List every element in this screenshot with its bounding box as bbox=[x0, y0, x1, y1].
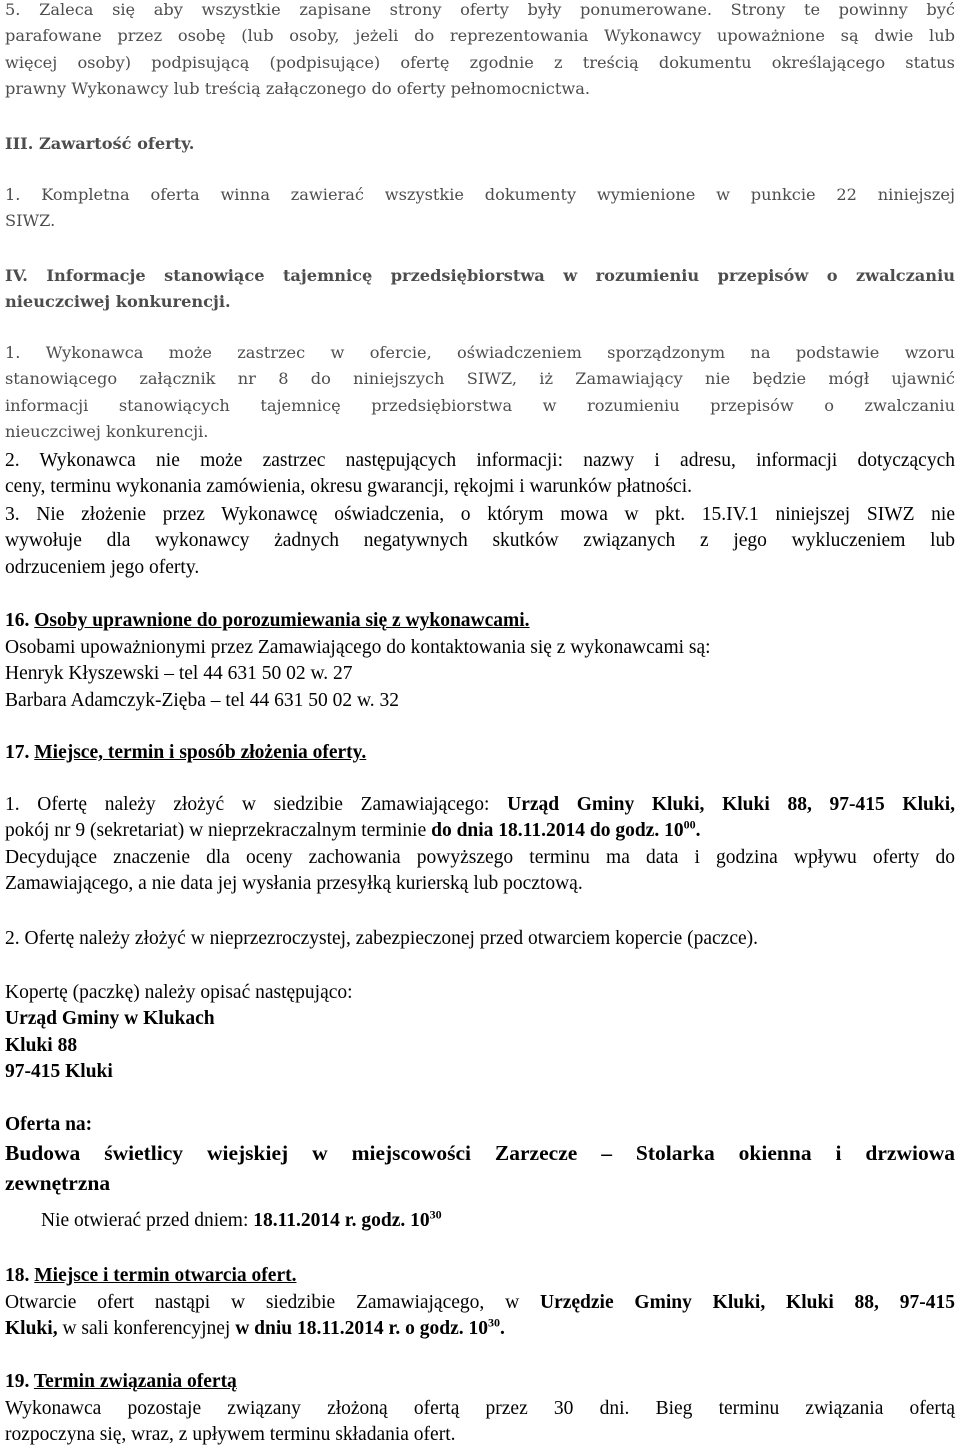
text-line: SIWZ. bbox=[5, 211, 56, 231]
office-city: Kluki, bbox=[5, 1318, 58, 1340]
section-iii-heading bbox=[5, 131, 955, 157]
text-line: rozpoczyna się, wraz, z upływem terminu składania ofert. bbox=[5, 1424, 456, 1446]
offer-title-block bbox=[5, 1138, 955, 1198]
text-line: 5. Zaleca się aby wszystkie zapisane strony oferty były ponumerowane. Strony te powinny być bbox=[5, 0, 955, 19]
heading: nieuczciwej konkurencji. bbox=[5, 292, 231, 312]
opening-date: w dniu 18.11.2014 r. o godz. 10 bbox=[235, 1318, 489, 1340]
offer-label-block bbox=[5, 1112, 955, 1138]
text-line: ceny, terminu wykonania zamówienia, okresu gwarancji, rękojmi i warunków płatności. bbox=[5, 476, 692, 498]
text-run: . bbox=[500, 1318, 505, 1340]
text-line: stanowiącego załącznik nr 8 do niniejszych SIWZ, iż Zamawiający nie będzie mógł ujawnić bbox=[5, 369, 955, 389]
section-19-heading bbox=[5, 1369, 955, 1395]
office-name: Urząd Gminy Kluki, Kluki 88, bbox=[507, 794, 812, 815]
section-title: Miejsce, termin i sposób złożenia oferty. bbox=[34, 742, 367, 763]
section-iv-item-2 bbox=[5, 448, 955, 501]
heading: IV. Informacje stanowiące tajemnicę przedsiębiorstwa w rozumieniu przepisów o zwalczaniu bbox=[5, 266, 955, 285]
text-line: 2. Ofertę należy złożyć w nieprzezroczystej, zabezpieczonej przed otwarciem kopercie (paczce). bbox=[5, 928, 758, 949]
office-address: Urzędzie Gminy Kluki, Kluki 88, 97-415 bbox=[539, 1292, 955, 1313]
text-line: nieuczciwej konkurencji. bbox=[5, 422, 209, 442]
deadline-minutes: 00 bbox=[683, 817, 696, 832]
address-line: Urząd Gminy w Klukach bbox=[5, 1008, 215, 1030]
text-line bbox=[41, 1208, 941, 1234]
heading: III. Zawartość oferty. bbox=[5, 134, 195, 153]
text-run: Nie otwierać przed dniem: bbox=[41, 1210, 254, 1231]
envelope-description bbox=[5, 980, 955, 1086]
section-16-heading bbox=[5, 608, 955, 634]
section-16-body bbox=[5, 635, 955, 714]
text-line: Kopertę (paczkę) należy opisać następująco: bbox=[5, 982, 353, 1003]
address-line: Kluki 88 bbox=[5, 1034, 78, 1056]
section-iv-item-1 bbox=[5, 340, 955, 446]
section-number: 17. bbox=[5, 742, 30, 763]
text-line: 2. Wykonawca nie może zastrzec następujących informacji: nazwy i adresu, informacji dotyczących bbox=[5, 450, 955, 471]
section-17-item-2 bbox=[5, 926, 955, 952]
text-line: 1. Kompletna oferta winna zawierać wszystkie dokumenty wymienione w punkcie 22 niniejszej bbox=[5, 185, 955, 204]
do-not-open-line bbox=[41, 1208, 941, 1234]
section-18-heading bbox=[5, 1263, 955, 1289]
contact-line: Barbara Adamczyk-Zięba – tel 44 631 50 02 w. 32 bbox=[5, 689, 400, 711]
section-iii-item-1 bbox=[5, 182, 955, 235]
contact-line: Henryk Kłyszewski – tel 44 631 50 02 w. 27 bbox=[5, 663, 353, 685]
text-run: . bbox=[695, 820, 701, 842]
text-line: Decydujące znaczenie dla oceny zachowania powyższego terminu ma data i godzina wpływu oferty do bbox=[5, 846, 955, 868]
text-line: 1. Wykonawca może zastrzec w ofercie, oświadczeniem sporządzonym na podstawie wzoru bbox=[5, 343, 955, 362]
opening-minutes: 30 bbox=[429, 1207, 442, 1222]
section-17-item-1 bbox=[5, 792, 955, 898]
text-run: pokój nr 9 (sekretariat) w nieprzekraczalnym terminie bbox=[5, 820, 432, 842]
deadline: do dnia 18.11.2014 do godz. 10 bbox=[431, 820, 684, 842]
text-line: wywołuje dla wykonawcy żadnych negatywnych skutków związanych z jego wykluczeniem lub bbox=[5, 530, 955, 552]
offer-title: Budowa świetlicy wiejskiej w miejscowości Zarzecze – Stolarka okienna i drzwiowa bbox=[5, 1141, 955, 1165]
section-19-body bbox=[5, 1396, 955, 1449]
text-run: w sali konferencyjnej bbox=[57, 1318, 236, 1340]
opening-date: 18.11.2014 r. godz. 10 bbox=[253, 1210, 430, 1231]
heading bbox=[5, 608, 955, 634]
offer-label: Oferta na: bbox=[5, 1114, 93, 1135]
section-iv-heading bbox=[5, 263, 955, 316]
text-line: parafowane przez osobę (lub osoby, jeżeli do reprezentowania Wykonawcy upoważnione są dwie lub bbox=[5, 26, 955, 46]
text-line: Zamawiającego, a nie data jej wysłania przesyłką kurierską lub pocztową. bbox=[5, 873, 583, 895]
section-number: 16. bbox=[5, 610, 30, 631]
text-run: 1. Ofertę należy złożyć w siedzibie Zamawiającego: bbox=[5, 794, 508, 815]
text-line bbox=[5, 818, 955, 844]
section-number: 18. bbox=[5, 1265, 30, 1286]
section-18-body bbox=[5, 1290, 955, 1343]
text-run: Otwarcie ofert nastąpi w siedzibie Zamawiającego, w bbox=[5, 1292, 540, 1313]
text-line: 3. Nie złożenie przez Wykonawcę oświadczenia, o którym mowa w pkt. 15.IV.1 niniejszej SIWZ nie bbox=[5, 504, 955, 525]
offer-title: zewnętrzna bbox=[5, 1171, 111, 1195]
text-line: Osobami upoważnionymi przez Zamawiającego do kontaktowania się z wykonawcami są: bbox=[5, 637, 711, 658]
heading bbox=[5, 1263, 955, 1289]
text-line bbox=[5, 792, 955, 818]
heading bbox=[5, 1369, 955, 1395]
text-line: odrzuceniem jego oferty. bbox=[5, 556, 200, 578]
section-number: 19. bbox=[5, 1371, 30, 1392]
address-line: 97-415 Kluki bbox=[5, 1061, 113, 1083]
section-17-heading bbox=[5, 740, 955, 766]
section-title: Miejsce i termin otwarcia ofert. bbox=[34, 1265, 297, 1286]
text-line: prawny Wykonawcy lub treścią załączonego do oferty pełnomocnictwa. bbox=[5, 79, 591, 99]
text-line: informacji stanowiących tajemnicę przedsiębiorstwa w rozumieniu przepisów o zwalczaniu bbox=[5, 395, 955, 415]
section-iv-item-3 bbox=[5, 502, 955, 581]
section-title: Termin związania ofertą bbox=[33, 1371, 237, 1392]
section-5-paragraph bbox=[5, 0, 955, 103]
office-postcode: 97-415 Kluki, bbox=[829, 794, 955, 815]
text-line: Wykonawca pozostaje związany złożoną ofertą przez 30 dni. Bieg terminu związania ofertą bbox=[5, 1398, 955, 1419]
heading bbox=[5, 740, 955, 766]
opening-minutes: 30 bbox=[488, 1315, 501, 1330]
text-line: więcej osoby) podpisującą (podpisujące) ofertę zgodnie z treścią dokumentu określającego status bbox=[5, 52, 955, 72]
text-line bbox=[5, 1316, 955, 1342]
section-title: Osoby uprawnione do porozumiewania się z wykonawcami. bbox=[34, 610, 530, 631]
text-line bbox=[5, 1290, 955, 1316]
